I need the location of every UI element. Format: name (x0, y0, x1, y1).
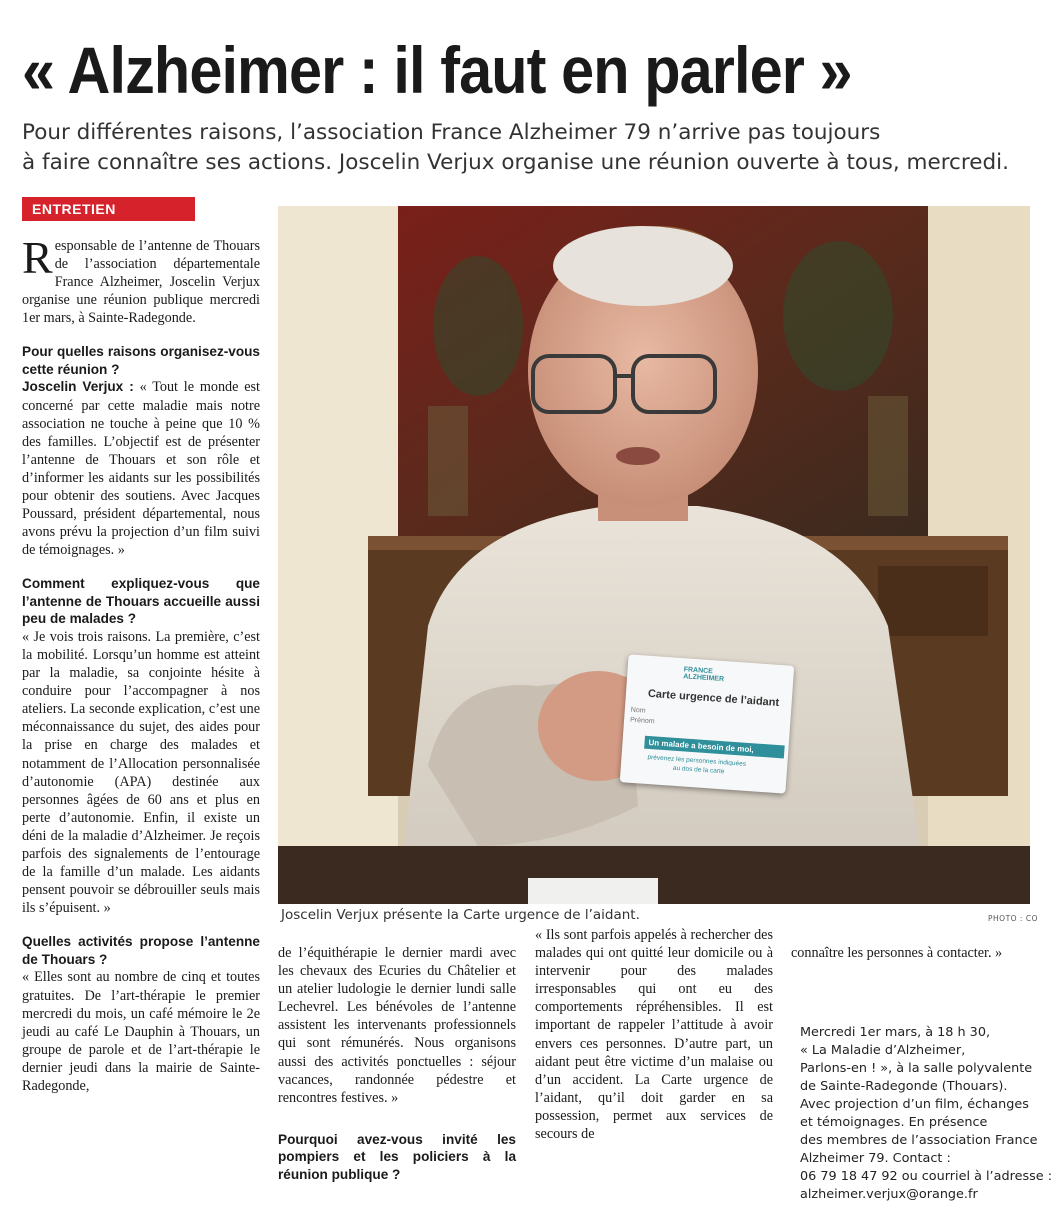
info-line: des membres de l’association France (800, 1133, 1038, 1148)
speaker-name: Joscelin Verjux : (22, 379, 134, 395)
answer-2: « Je vois trois raisons. La première, c’est la mobilité. Lorsqu’un homme est atteint par la maladie, sa conjointe hésite à conduire pour l’accompagner à nos ateliers. La seconde explication, c’est une méconnaissance du sujet, des aides pour la prise en charge des malades et notamment de l’Allocation personnalisée d’autonomie (APA) destinée aux personnes âgées de 60 ans et plus en perte d’autonomie. Enfin, il existe un déni de la maladie d’Alzheimer. Je reçois parfois des signalements de l’entourage de la famille d’un malade. Les aidants pensent pouvoir se débrouiller seuls mais ils s’épuisent. » (22, 628, 260, 917)
answer-1: « Tout le monde est concerné par cette maladie mais notre association ne touche à peine que 10 % des familles. L’objectif est de présenter l’antenne de Thouars et son rôle et d’informer les aidants sur les possibilités pour obtenir des soutiens. Avec Jacques Poussard, président départemental, nous avons prévu la projection d’un film suivi de témoignages. » (22, 379, 260, 559)
info-line: Parlons-en ! », à la salle polyvalente (800, 1061, 1033, 1076)
emergency-card (620, 654, 795, 793)
card-banner: Un malade a besoin de moi, (644, 736, 785, 759)
card-logo: FRANCE ALZHEIMER (682, 666, 725, 684)
answer-4-continued: connaître les personnes à contacter. » (791, 945, 1003, 961)
info-line: de Sainte-Radegonde (Thouars). (800, 1079, 1008, 1094)
card-prenom-label: Prénom (629, 716, 655, 726)
column-1 (22, 232, 260, 1095)
question-3: Quelles activités propose l’antenne de Thouars ? (22, 934, 260, 967)
info-line: Alzheimer 79. Contact : (800, 1151, 951, 1166)
question-1: Pour quelles raisons organisez-vous cette réunion ? (22, 344, 260, 377)
dropcap: R (22, 232, 53, 283)
info-line: et témoignages. En présence (800, 1115, 988, 1130)
photo-caption: Joscelin Verjux présente la Carte urgence de l’aidant. (281, 907, 640, 923)
deck-line-1: Pour différentes raisons, l’association France Alzheimer 79 n’arrive pas toujours (22, 120, 881, 145)
article-photo (278, 206, 1030, 904)
headline: « Alzheimer : il faut en parler » (22, 33, 852, 107)
info-line: « La Maladie d’Alzheimer, (800, 1043, 966, 1058)
question-4: Pourquoi avez-vous invité les pompiers et les policiers à la réunion publique ? (278, 1131, 516, 1182)
deck (22, 118, 1052, 178)
answer-3-continued: de l’équithérapie le dernier mardi avec les chevaux des Ecuries du Châtelier et un atelier ludologie le dernier lundi salle Lechevrel. Les bénévoles de l’antenne assistent les intervenants professionnels qui sont rémunérés. Nous organisons aussi des activités ponctuelles : séjour vacances, randonnée pédestre et rencontres festives. » (278, 945, 516, 1106)
column-3 (535, 926, 773, 1143)
info-line: alzheimer.verjux@orange.fr (800, 1187, 978, 1202)
answer-3: « Elles sont au nombre de cinq et toutes gratuites. De l’art-thérapie le premier mercredi du mois, un café mémoire le 2e jeudi au café Le Dauphin à Thouars, un groupe de parole et de l’art-thérapie le dernier jeudi dans la mairie de Sainte-Radegonde, (22, 969, 260, 1094)
card-nom-label: Nom (630, 706, 646, 715)
column-2 (278, 944, 516, 1183)
card-title: Carte urgence de l’aidant (647, 687, 780, 709)
column-4 (791, 944, 1029, 962)
deck-line-2: à faire connaître ses actions. Joscelin Verjux organise une réunion ouverte à tous, mercredi. (22, 150, 1009, 175)
info-line: 06 79 18 47 92 ou courriel à l’adresse : (800, 1169, 1053, 1184)
question-2: Comment expliquez-vous que l’antenne de Thouars accueille aussi peu de malades ? (22, 576, 260, 627)
event-info-box (800, 1024, 1053, 1204)
answer-4: « Ils sont parfois appelés à rechercher des malades qui ont quitté leur domicile ou à intervenir pour des malades irresponsables qui ont eu des comportements répréhensibles. Il est important de rappeler l’attitude à avoir envers ces personnes. D’autre part, un aidant peut être victime d’un malaise ou d’un accident. La Carte urgence de l’aidant, qu’il doit garder en sa possession, permet aux services de secours de (535, 927, 773, 1143)
photo-credit: PHOTO : CO (988, 914, 1038, 923)
info-line: Avec projection d’un film, échanges (800, 1097, 1029, 1112)
info-line: Mercredi 1er mars, à 18 h 30, (800, 1025, 991, 1040)
card-line-2: au dos de la carte (672, 764, 725, 776)
card-line-1: prévenez les personnes indiquées (647, 753, 747, 768)
intro-text: esponsable de l’antenne de Thouars de l’association départementale France Alzheimer, Joscelin Verjux organise une réunion publique mercredi 1er mars, à Sainte-Radegonde. (22, 238, 260, 327)
section-tag: ENTRETIEN (22, 197, 195, 221)
photo-illustration (278, 206, 1030, 904)
